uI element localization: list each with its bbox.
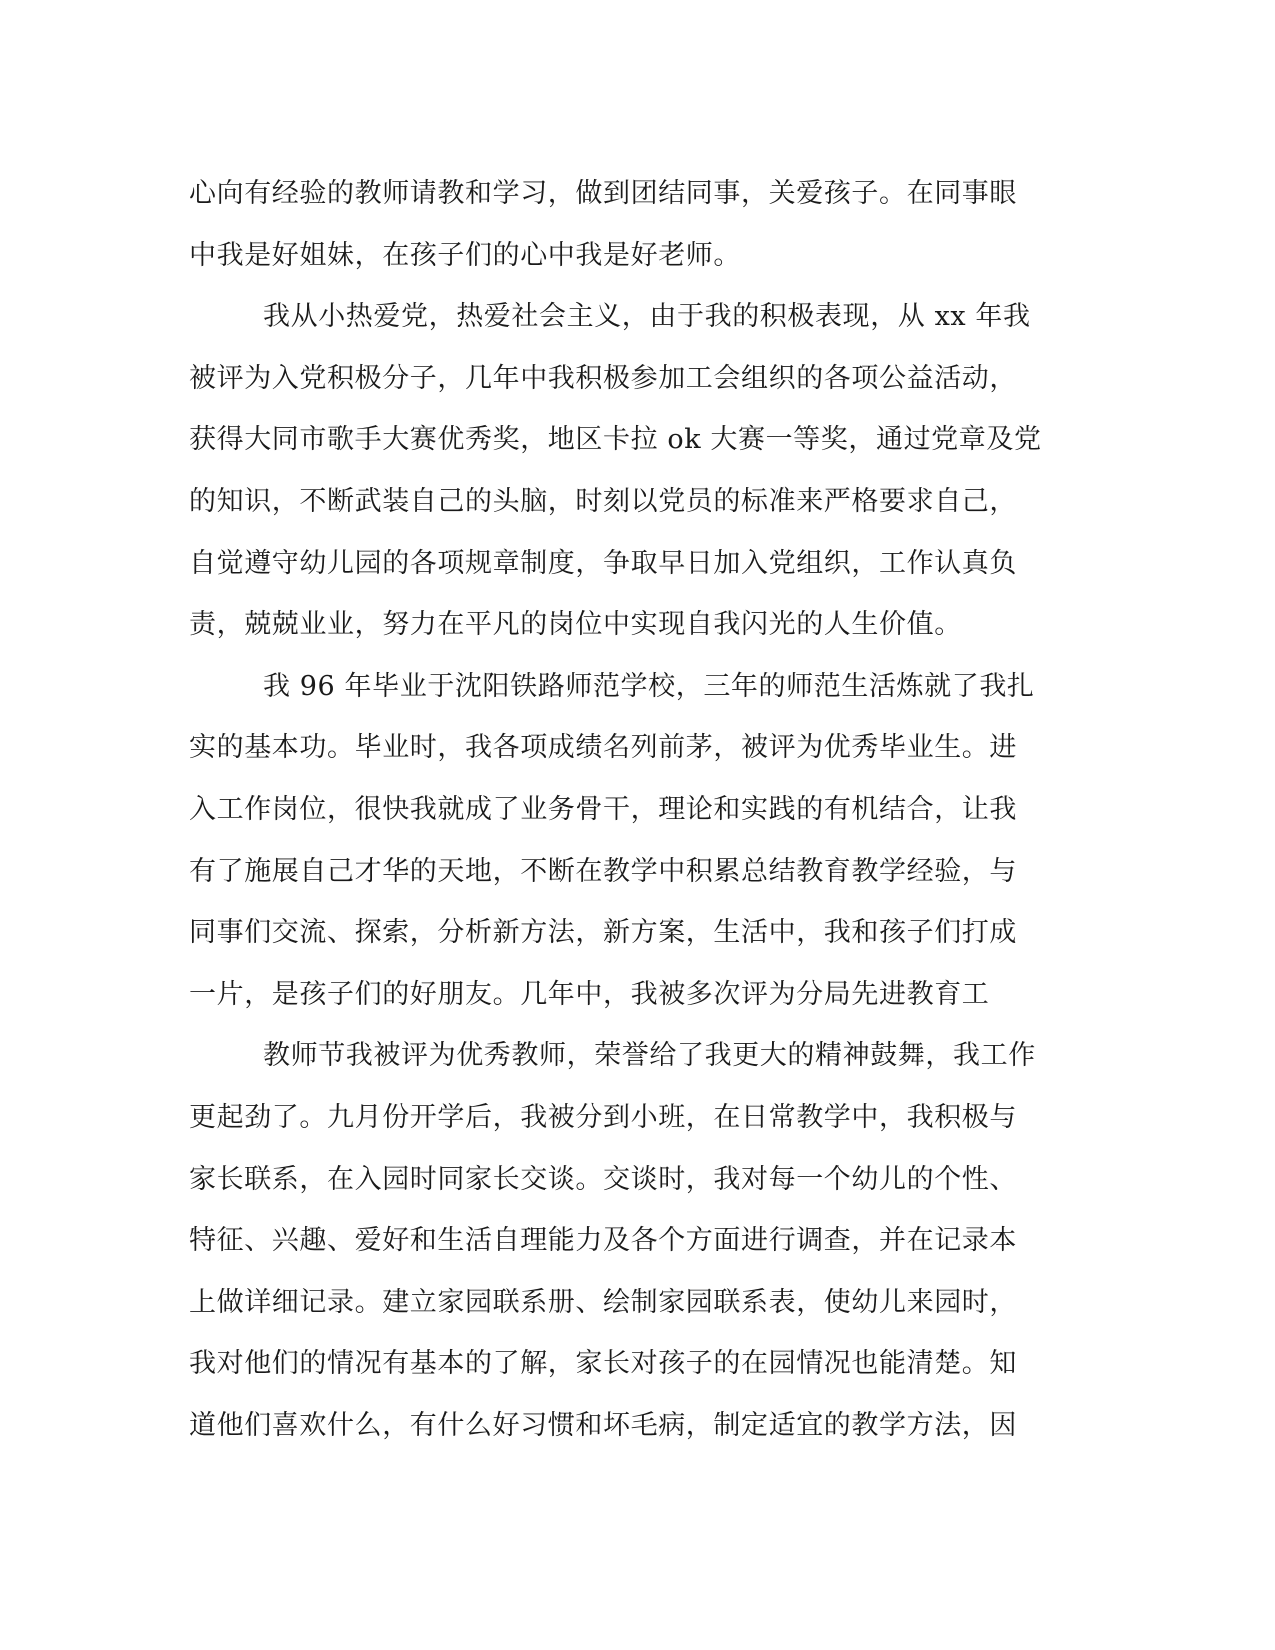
text-line: 上做详细记录。建立家园联系册、绘制家园联系表，使幼儿来园时， [189,1286,1017,1318]
text-line: 我对他们的情况有基本的了解，家长对孩子的在园情况也能清楚。知 [189,1348,1017,1380]
text-line: 同事们交流、探索，分析新方法，新方案，生活中，我和孩子们打成 [189,917,1017,949]
text-line: 被评为入党积极分子，几年中我积极参加工会组织的各项公益活动， [189,362,1017,394]
text-line: 一片，是孩子们的好朋友。几年中，我被多次评为分局先进教育工 [189,978,990,1010]
text-line: 特征、兴趣、爱好和生活自理能力及各个方面进行调查，并在记录本 [189,1225,1017,1257]
text-line: 中我是好姐妹，在孩子们的心中我是好老师。 [189,239,741,271]
text-line: 道他们喜欢什么，有什么好习惯和坏毛病，制定适宜的教学方法，因 [189,1409,1017,1441]
paragraph-start-line: 我从小热爱党，热爱社会主义，由于我的积极表现，从 xx 年我 [263,301,1031,333]
text-line: 责，兢兢业业，努力在平凡的岗位中实现自我闪光的人生价值。 [189,609,962,641]
text-line: 家长联系，在入园时同家长交谈。交谈时，我对每一个幼儿的个性、 [189,1163,1017,1195]
text-line: 实的基本功。毕业时，我各项成绩名列前茅，被评为优秀毕业生。进 [189,732,1017,764]
text-line: 有了施展自己才华的天地，不断在教学中积累总结教育教学经验，与 [189,855,1017,887]
text-line: 获得大同市歌手大赛优秀奖，地区卡拉 ok 大赛一等奖，通过党章及党 [189,424,1042,456]
text-line: 入工作岗位，很快我就成了业务骨干，理论和实践的有机结合，让我 [189,793,1017,825]
text-line: 心向有经验的教师请教和学习，做到团结同事，关爱孩子。在同事眼 [189,178,1017,209]
text-line: 自觉遵守幼儿园的各项规章制度，争取早日加入党组织，工作认真负 [189,547,1017,579]
paragraph-start-line: 我 96 年毕业于沈阳铁路师范学校，三年的师范生活炼就了我扎 [263,670,1035,702]
text-line: 的知识，不断武装自己的头脑，时刻以党员的标准来严格要求自己， [189,485,1017,517]
body-text [189,163,1069,1456]
text-line: 更起劲了。九月份开学后，我被分到小班，在日常教学中，我积极与 [189,1101,1017,1133]
paragraph-start-line: 教师节我被评为优秀教师，荣誉给了我更大的精神鼓舞，我工作 [263,1040,1036,1072]
